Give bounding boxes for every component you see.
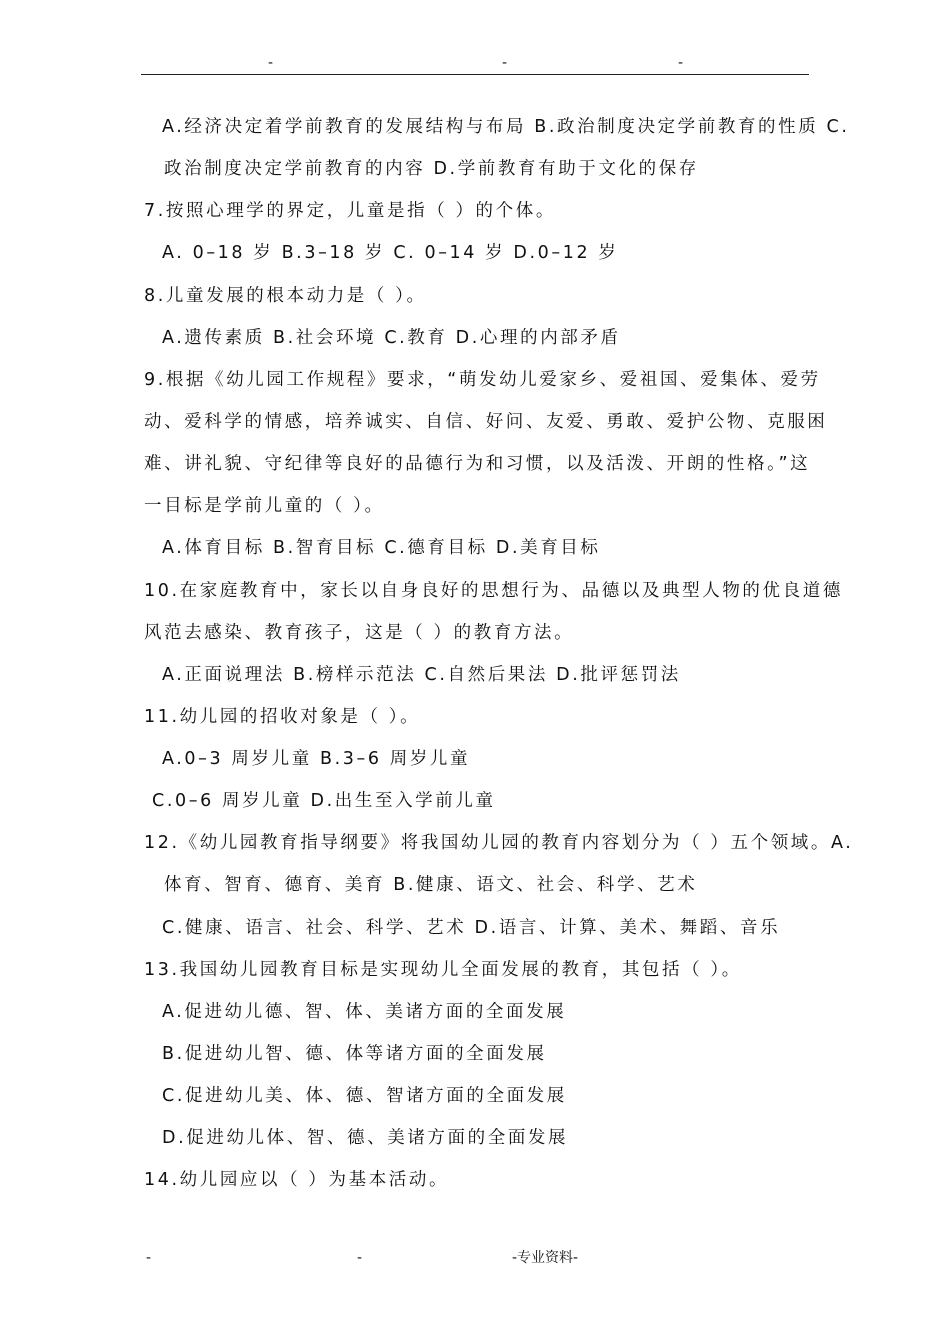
q12-options-line-2: C.健康、语言、社会、科学、艺术 D.语言、计算、美术、舞蹈、音乐 xyxy=(162,918,781,938)
q9-question-line-1: 9.根据《幼儿园工作规程》要求，“萌发幼儿爱家乡、爱祖国、爱集体、爱劳 xyxy=(144,370,821,390)
footer-mark-center: - xyxy=(357,1250,363,1266)
q13-option-a: A.促进幼儿德、智、体、美诸方面的全面发展 xyxy=(162,1002,567,1022)
q11-options-line-1: A.0–3 周岁儿童 B.3–6 周岁儿童 xyxy=(162,749,471,769)
q13-question: 13.我国幼儿园教育目标是实现幼儿全面发展的教育，其包括（ ）。 xyxy=(144,960,742,980)
q9-question-line-4: 一目标是学前儿童的（ ）。 xyxy=(144,496,385,516)
q12-options-line-1: 体育、智育、德育、美育 B.健康、语文、社会、科学、艺术 xyxy=(164,875,698,895)
q6-options-line-2: 政治制度决定学前教育的内容 D.学前教育有助于文化的保存 xyxy=(164,159,699,179)
q9-question-line-3: 难、讲礼貌、守纪律等良好的品德行为和习惯，以及活泼、开朗的性格。”这 xyxy=(144,454,811,474)
q6-options-line-1: A.经济决定着学前教育的发展结构与布局 B.政治制度决定学前教育的性质 C. xyxy=(162,117,850,137)
q7-options: A. 0–18 岁 B.3–18 岁 C. 0–14 岁 D.0–12 岁 xyxy=(162,243,619,263)
header-rule xyxy=(141,74,809,75)
header-mark-right: - xyxy=(678,55,684,71)
q10-question-line-2: 风范去感染、教育孩子，这是（ ）的教育方法。 xyxy=(144,623,575,643)
q9-options: A.体育目标 B.智育目标 C.德育目标 D.美育目标 xyxy=(162,538,601,558)
q13-option-b: B.促进幼儿智、德、体等诸方面的全面发展 xyxy=(162,1044,547,1064)
footer-label: -专业资料- xyxy=(512,1250,579,1266)
q8-options: A.遗传素质 B.社会环境 C.教育 D.心理的内部矛盾 xyxy=(162,328,621,348)
footer-mark-left: - xyxy=(146,1250,152,1266)
q7-question: 7.按照心理学的界定，儿童是指（ ）的个体。 xyxy=(144,201,556,221)
q13-option-d: D.促进幼儿体、智、德、美诸方面的全面发展 xyxy=(162,1128,569,1148)
q12-question: 12.《幼儿园教育指导纲要》将我国幼儿园的教育内容划分为（ ）五个领域。A. xyxy=(144,833,854,853)
header-mark-center: - xyxy=(502,55,508,71)
q10-options: A.正面说理法 B.榜样示范法 C.自然后果法 D.批评惩罚法 xyxy=(162,665,681,685)
q8-question: 8.儿童发展的根本动力是（ ）。 xyxy=(144,286,427,306)
q9-question-line-2: 动、爱科学的情感，培养诚实、自信、好问、友爱、勇敢、爱护公物、克服困 xyxy=(144,412,828,432)
q11-question: 11.幼儿园的招收对象是（ ）。 xyxy=(144,707,421,727)
header-mark-left: - xyxy=(268,55,274,71)
q14-question: 14.幼儿园应以（ ）为基本活动。 xyxy=(144,1170,450,1190)
q11-options-line-2: C.0–6 周岁儿童 D.出生至入学前儿童 xyxy=(152,791,496,811)
q13-option-c: C.促进幼儿美、体、德、智诸方面的全面发展 xyxy=(162,1086,567,1106)
q10-question-line-1: 10.在家庭教育中，家长以自身良好的思想行为、品德以及典型人物的优良道德 xyxy=(144,581,843,601)
